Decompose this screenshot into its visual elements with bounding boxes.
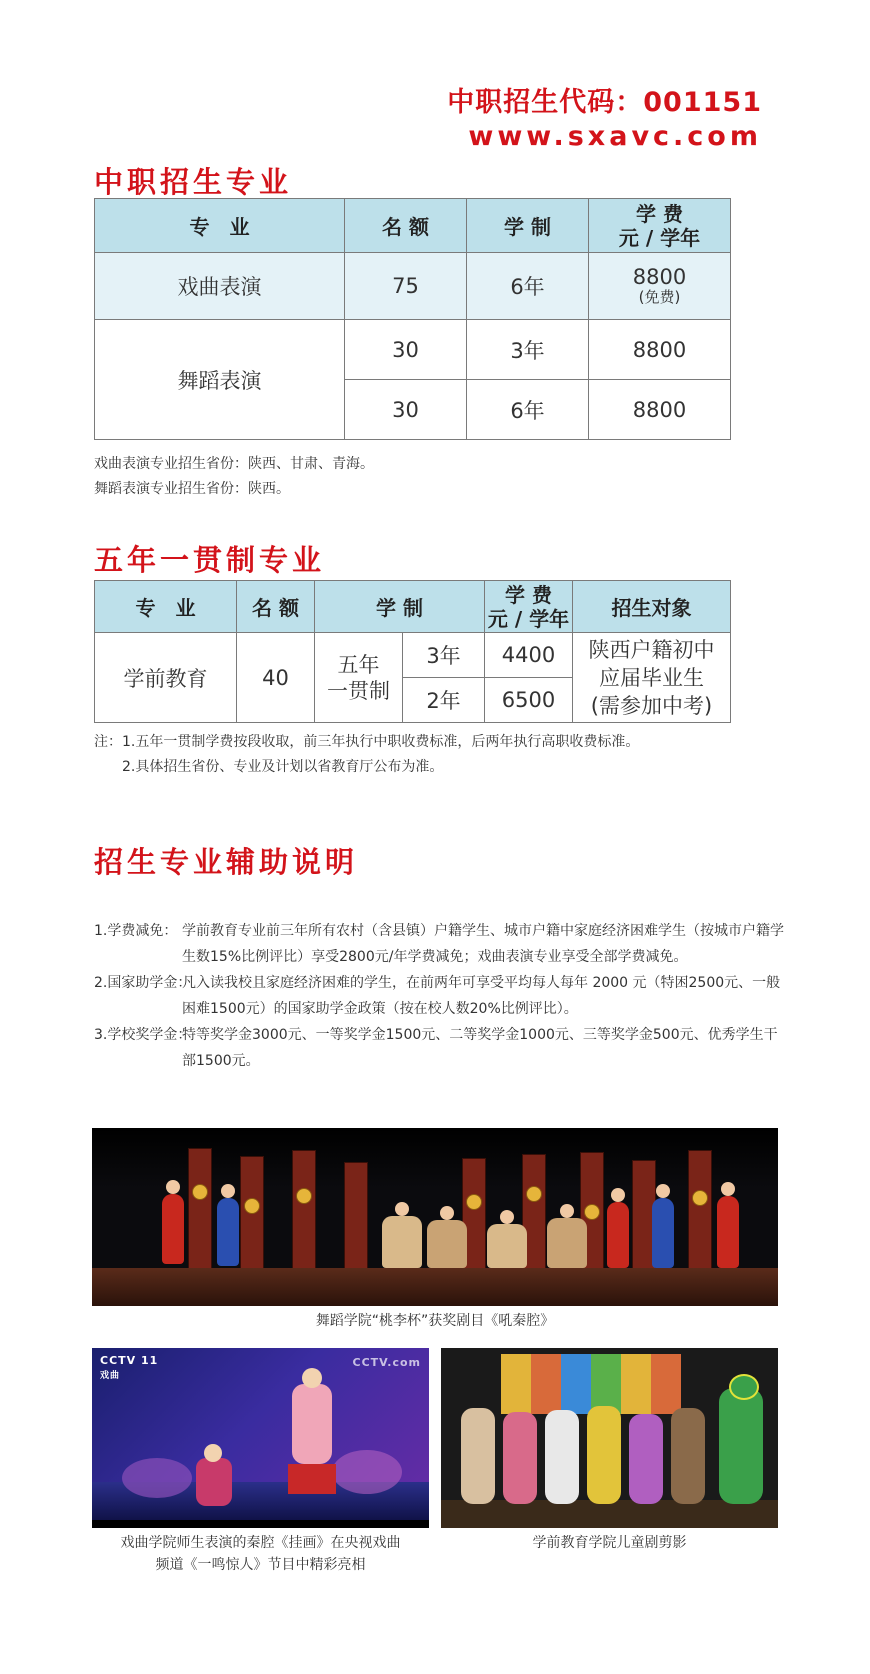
header-major: 专 业 (95, 199, 345, 253)
right-photo-caption: 学前教育学院儿童剧剪影 (532, 1535, 687, 1551)
note-line: 戏曲表演专业招生省份：陕西、甘肃、青海。 (94, 456, 374, 472)
cell-major: 舞蹈表演 (95, 320, 345, 440)
five-year-notes (94, 730, 639, 780)
childrens-drama-photo (441, 1348, 778, 1528)
list-item: 1.学费减免： 学前教育专业前三年所有农村（含县镇）户籍学生、城市户籍中家庭经济困难学生（按城市户籍学生数15%比例评比）享受2800元/年学费减免；戏曲表演专业享受全部学费减免。 (94, 923, 784, 965)
cell-major: 戏曲表演 (95, 253, 345, 320)
cell-duration: 6年 (467, 380, 589, 440)
list-item: 3.学校奖学金： 特等奖学金3000元、一等奖学金1500元、二等奖学金1000元、三等奖学金500元、优秀学生干部1500元。 (94, 1027, 778, 1069)
cell-fee: 8800 (589, 320, 731, 380)
opera-tv-photo (92, 1348, 429, 1528)
left-photo-caption: 戏曲学院师生表演的秦腔《挂画》在央视戏曲 频道《一鸣惊人》节目中精彩亮相 (120, 1535, 401, 1573)
header-duration: 学 制 (467, 199, 589, 253)
cell-sub-fee: 4400 (485, 633, 573, 678)
header-quota: 名 额 (237, 581, 315, 633)
cell-major: 学前教育 (95, 633, 237, 723)
section-title-five-year: 五年一贯制专业 (94, 543, 326, 577)
header-target: 招生对象 (573, 581, 731, 633)
table-row (95, 633, 731, 678)
enrollment-code-block (447, 86, 762, 154)
cell-system: 五年 一贯制 (315, 633, 403, 723)
cell-duration: 6年 (467, 253, 589, 320)
enrollment-code: 中职招生代码：001151 (447, 87, 762, 118)
cell-target: 陕西户籍初中 应届毕业生 (需参加中考) (573, 633, 731, 723)
note-line: 舞蹈表演专业招生省份：陕西。 (94, 481, 290, 497)
note-line: 注：1.五年一贯制学费按段收取，前三年执行中职收费标准，后两年执行高职收费标准。 (94, 734, 640, 750)
table-header-row (95, 581, 731, 633)
list-item: 2.国家助学金： 凡入读我校且家庭经济困难的学生，在前两年可享受平均每人每年 2000 元（特困2500元、一般困难1500元）的国家助学金政策（按在校人数20%比例评比）。 (94, 975, 781, 1017)
five-year-majors-table (94, 580, 731, 723)
table-row (95, 320, 731, 380)
cctv-logo: CCTV 11 (100, 1354, 159, 1367)
cell-quota: 75 (345, 253, 467, 320)
note-line: 2.具体招生省份、专业及计划以省教育厅公布为准。 (94, 759, 444, 775)
header-quota: 名 额 (345, 199, 467, 253)
section-title-vocational: 中职招生专业 (94, 165, 293, 199)
cell-sub-years: 2年 (403, 678, 485, 723)
header-fee: 学 费 元 / 学年 (485, 581, 573, 633)
vocational-majors-table (94, 198, 731, 440)
cell-sub-fee: 6500 (485, 678, 573, 723)
cell-duration: 3年 (467, 320, 589, 380)
cctv-channel-label: 戏曲 (100, 1371, 121, 1381)
cctv-watermark: CCTV.com (352, 1356, 421, 1369)
section-title-auxiliary: 招生专业辅助说明 (94, 845, 359, 879)
cell-sub-years: 3年 (403, 633, 485, 678)
table-row (95, 253, 731, 320)
cell-fee: 8800 (免费) (589, 253, 731, 320)
cell-quota: 30 (345, 320, 467, 380)
header-fee: 学 费 元 / 学年 (589, 199, 731, 253)
main-photo-caption: 舞蹈学院“桃李杯”获奖剧目《吼秦腔》 (315, 1313, 555, 1329)
cell-quota: 30 (345, 380, 467, 440)
vocational-notes (94, 452, 374, 502)
website-url[interactable]: www.sxavc.com (468, 121, 762, 152)
cell-quota: 40 (237, 633, 315, 723)
cell-fee: 8800 (589, 380, 731, 440)
table-header-row (95, 199, 731, 253)
dance-stage-photo (92, 1128, 778, 1306)
header-system: 学 制 (315, 581, 485, 633)
auxiliary-notes (94, 918, 784, 1074)
header-major: 专 业 (95, 581, 237, 633)
